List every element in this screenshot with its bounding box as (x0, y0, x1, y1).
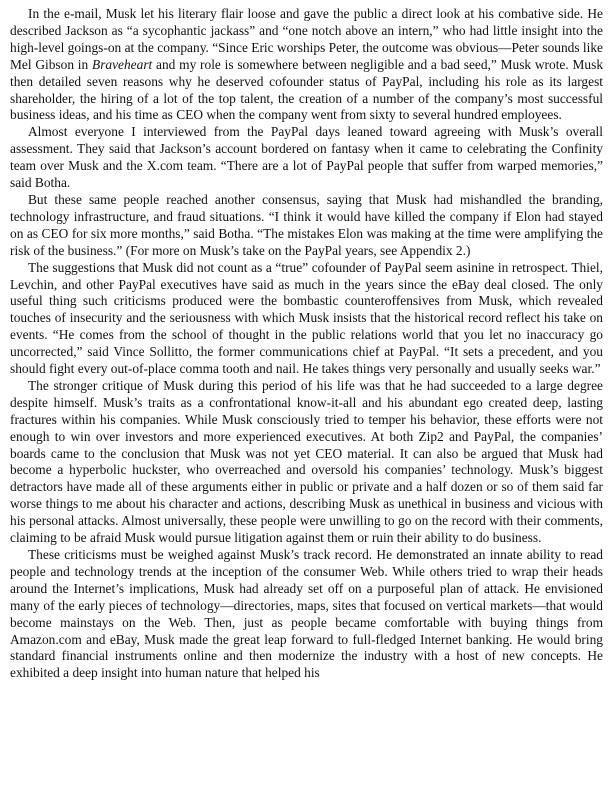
book-title-braveheart: Braveheart (92, 56, 153, 72)
paragraph: Almost everyone I interviewed from the PayPal days leaned toward agreeing with Musk’s overall assessment. They said that Jackson’s account bordered on fantasy when it came to celebrating the Confinity team over Musk and the X.com team. “There are a lot of PayPal people that suffer from warped memories,” said Botha. (10, 124, 603, 191)
paragraph: The suggestions that Musk did not count as a “true” cofounder of PayPal seem asinine in retrospect. Thiel, Levchin, and other PayPal executives have said as much in the years since the eBay deal closed. The only useful thing such criticisms produced were the bombastic counteroffensives from Musk, which revealed touches of insecurity and the seriousness with which Musk insists that the historical record reflect his take on events. “He comes from the school of thought in the public relations world that you let no inaccuracy go uncorrected,” said Vince Sollitto, the former communications chief at PayPal. “It sets a precedent, and you should fight every out-of-place comma tooth and nail. He takes things very personally and usually seeks war.” (10, 259, 603, 377)
paragraph (10, 6, 603, 124)
paragraph-text: In the e-mail, Musk let his literary flair loose and gave the public a direct look at his combative side. He described Jackson as “a sycophantic jackass” and “one notch above an intern,” who had little insight into the high-level goings-on at the company. “Since Eric worships Peter, the outcome was obvious—Peter sounds like Mel Gibson in (10, 6, 603, 72)
paragraph-text: and my role is somewhere between negligible and a bad seed,” Musk wrote. Musk then detailed seven reasons why he deserved cofounder status of PayPal, including his role as its largest shareholder, the hiring of a lot of the top talent, the creation of a number of the company’s most successful business ideas, and his time as CEO when the company went from sixty to several hundred employees. (10, 56, 604, 123)
paragraph: But these same people reached another consensus, saying that Musk had mishandled the branding, technology infrastructure, and fraud situations. “I think it would have killed the company if Elon had stayed on as CEO for six more months,” said Botha. “The mistakes Elon was making at the time were amplifying the risk of the business.” (For more on Musk’s take on the PayPal years, see Appendix 2.) (10, 191, 603, 258)
paragraph: These criticisms must be weighed against Musk’s track record. He demonstrated an innate ability to read people and technology trends at the inception of the consumer Web. While others tried to wrap their heads around the Internet’s implications, Musk had already set off on a purposeful plan of attack. He envisioned many of the early pieces of technology—directories, maps, sites that focused on vertical markets—that would become mainstays on the Web. Then, just as people became comfortable with buying things from Amazon.com and eBay, Musk made the great leap forward to full-fledged Internet banking. He would bring standard financial instruments online and then modernize the industry with a host of new concepts. He exhibited a deep insight into human nature that helped his (10, 547, 603, 681)
paragraph: The stronger critique of Musk during this period of his life was that he had succeeded to a large degree despite himself. Musk’s traits as a confrontational know-it-all and his abundant ego created deep, lasting fractures within his companies. While Musk consciously tried to temper his behavior, these efforts were not enough to win over investors and more experienced executives. At both Zip2 and PayPal, the companies’ boards came to the conclusion that Musk was not yet CEO material. It can also be argued that Musk had become a hyperbolic huckster, who overreached and oversold his companies’ technology. Musk’s biggest detractors have made all of these arguments either in public or private and a half dozen or so of them said far worse things to me about his character and actions, describing Musk as unethical in business and vicious with his personal attacks. Almost universally, these people were unwilling to go on the record with their comments, claiming to be afraid Musk would pursue litigation against them or ruin their ability to do business. (10, 377, 603, 546)
body-text (10, 6, 603, 682)
